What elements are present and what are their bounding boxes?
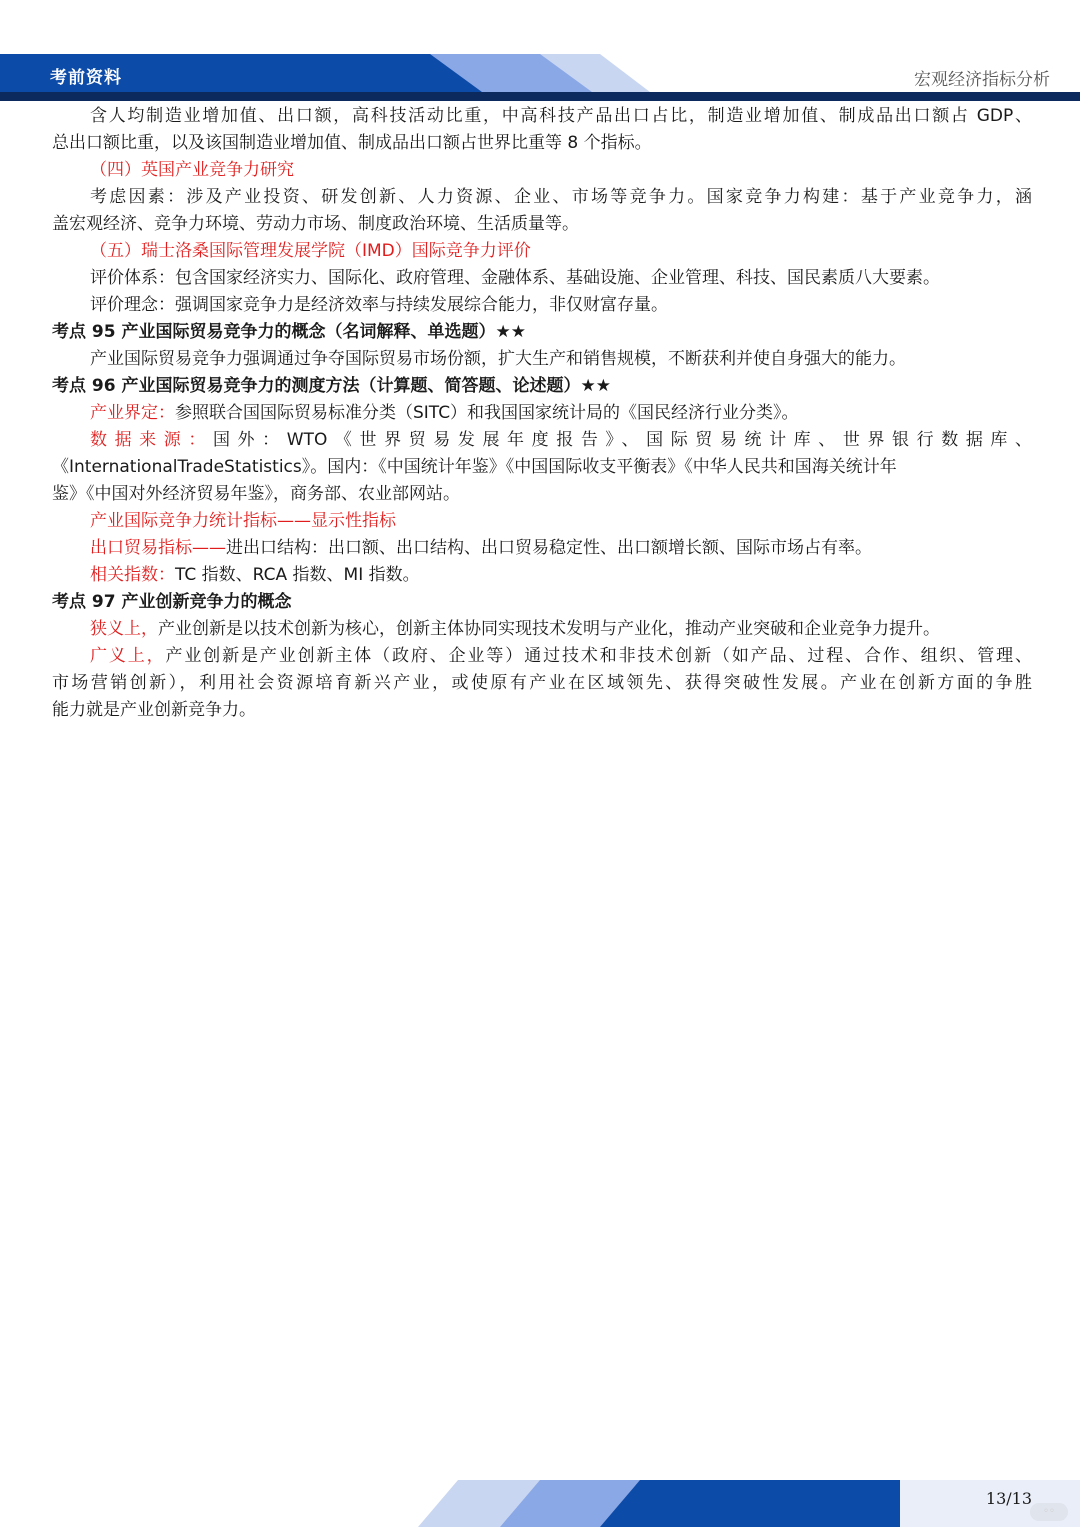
- exam-point-heading: 考点 96 产业国际贸易竞争力的测度方法（计算题、简答题、论述题）★★: [52, 376, 611, 396]
- inline-text: 产业创新是以技术创新为核心，创新主体协同实现技术发明与产业化，推动产业突破和企业竞争力提升。: [158, 619, 940, 639]
- inline-label: 产业界定：: [90, 403, 175, 423]
- paragraph-line: [52, 427, 1032, 454]
- inline-text: 进出口结构：出口额、出口结构、出口贸易稳定性、出口额增长额、国际市场占有率。: [226, 538, 872, 558]
- inline-label: 狭义上，: [90, 619, 158, 639]
- inline-label: 数据来源：: [90, 430, 213, 450]
- paragraph-line: 评价理念：强调国家竞争力是经济效率与持续发展综合能力，非仅财富存量。: [90, 295, 668, 315]
- paragraph-line: 总出口额比重，以及该国制造业增加值、制成品出口额占世界比重等 8 个指标。: [52, 133, 652, 153]
- paragraph-line: 鉴》《中国对外经济贸易年鉴》，商务部、农业部网站。: [52, 484, 460, 504]
- paragraph-line: 盖宏观经济、竞争力环境、劳动力市场、制度政治环境、生活质量等。: [52, 214, 579, 234]
- paragraph-line: [52, 616, 1032, 643]
- paragraph-line: 含人均制造业增加值、出口额，高科技活动比重，中高科技产品出口占比，制造业增加值、制成品出口额占 GDP、: [90, 106, 1032, 126]
- inline-label: 相关指数：: [90, 565, 175, 585]
- paragraph-line: 市场营销创新），利用社会资源培育新兴产业，或使原有产业在区域领先、获得突破性发展。产业在创新方面的争胜: [52, 673, 1032, 693]
- header-rule: [0, 92, 1080, 101]
- watermark-logo: ◦◦: [1030, 1503, 1068, 1521]
- header-right-title: 宏观经济指标分析: [914, 70, 1050, 90]
- header-left-title: 考前资料: [50, 68, 122, 88]
- paragraph-line: 产业国际贸易竞争力强调通过争夺国际贸易市场份额，扩大生产和销售规模，不断获利并使自身强大的能力。: [90, 349, 906, 369]
- document-body: [52, 103, 1032, 724]
- page-footer: [0, 1470, 1080, 1527]
- paragraph-line: [52, 400, 1032, 427]
- paragraph-line: [52, 535, 1032, 562]
- paragraph-line: [52, 562, 1032, 589]
- paragraph-line: 评价体系：包含国家经济实力、国际化、政府管理、金融体系、基础设施、企业管理、科技、国民素质八大要素。: [90, 268, 940, 288]
- paragraph-line: 《InternationalTradeStatistics》。国内：《中国统计年鉴》《中国国际收支平衡表》《中华人民共和国海关统计年: [52, 457, 897, 477]
- page-header: [0, 0, 1080, 104]
- section-heading: （四）英国产业竞争力研究: [90, 160, 294, 180]
- inline-text: 产业创新是产业创新主体（政府、企业等）通过技术和非技术创新（如产品、过程、合作、组织、管理、: [165, 646, 1032, 666]
- paragraph-line: 考虑因素：涉及产业投资、研发创新、人力资源、企业、市场等竞争力。国家竞争力构建：基于产业竞争力，涵: [90, 187, 1032, 207]
- inline-text: TC 指数、RCA 指数、MI 指数。: [175, 565, 420, 585]
- paragraph-line: 能力就是产业创新竞争力。: [52, 700, 256, 720]
- section-heading: （五）瑞士洛桑国际管理发展学院（IMD）国际竞争力评价: [90, 241, 531, 261]
- inline-text: 国外：WTO《世界贸易发展年度报告》、国际贸易统计库、世界银行数据库、: [212, 430, 1032, 450]
- inline-text: 参照联合国国际贸易标准分类（SITC）和我国国家统计局的《国民经济行业分类》。: [175, 403, 799, 423]
- exam-point-heading: 考点 95 产业国际贸易竞争力的概念（名词解释、单选题）★★: [52, 322, 526, 342]
- paragraph-line: 产业国际竞争力统计指标——显示性指标: [90, 511, 396, 531]
- inline-label: 广义上，: [90, 646, 166, 666]
- footer-banner: [0, 1470, 1080, 1527]
- page-number: 13/13: [985, 1489, 1032, 1508]
- exam-point-heading: 考点 97 产业创新竞争力的概念: [52, 592, 292, 612]
- inline-label: 出口贸易指标——: [90, 538, 226, 558]
- paragraph-line: [52, 643, 1032, 670]
